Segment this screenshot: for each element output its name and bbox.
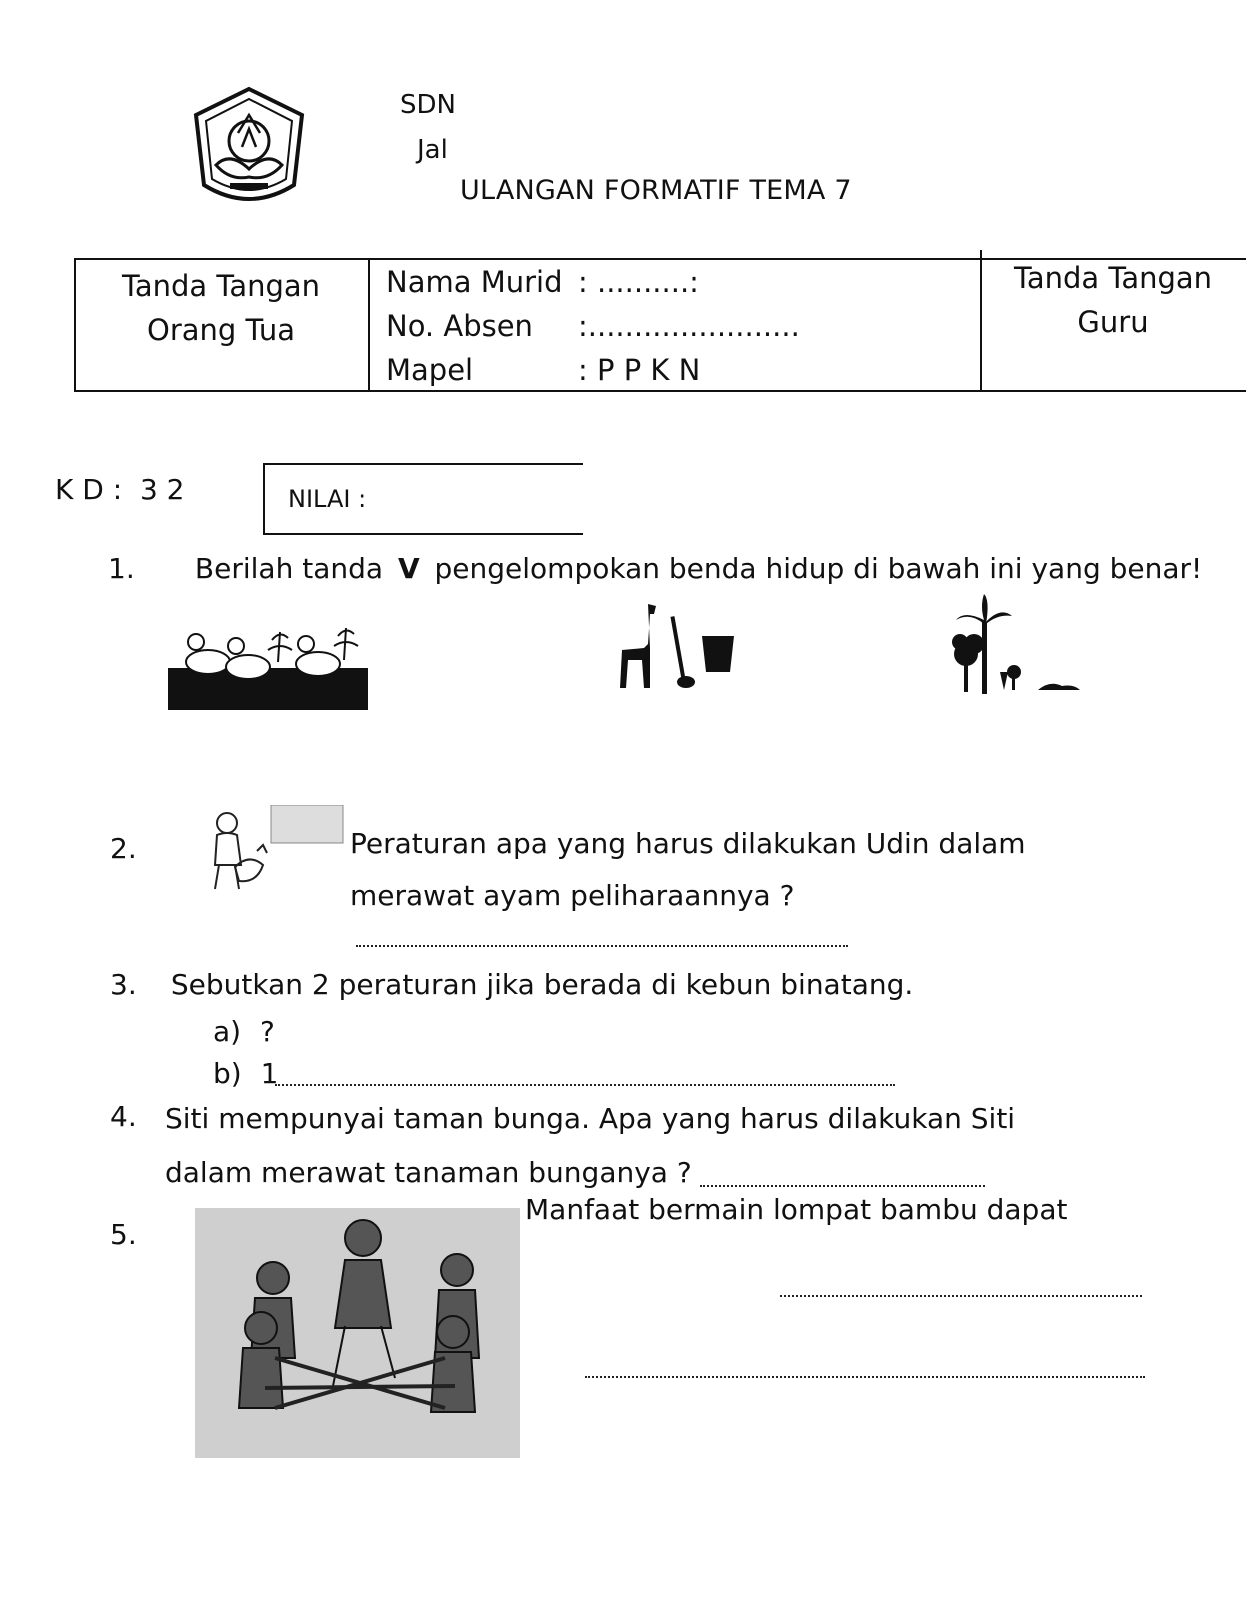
nilai-label: NILAI :: [288, 485, 367, 513]
field-nama-murid: [386, 260, 966, 304]
answer-line-q5-1[interactable]: [780, 1295, 1142, 1297]
option-b: [213, 1057, 278, 1090]
question-text: Berilah tanda: [194, 552, 384, 585]
question-text: pengelompokan benda hidup di bawah ini yang benar!: [434, 552, 1203, 585]
field-label: No. Absen: [386, 309, 533, 343]
question-4-number: 4.: [110, 1100, 137, 1133]
option-answer: ?: [260, 1015, 275, 1048]
student-info-cell: [386, 260, 966, 392]
page-title: ULANGAN FORMATIF TEMA 7: [460, 175, 852, 206]
question-5-text: Manfaat bermain lompat bambu dapat: [525, 1193, 1068, 1226]
answer-line-q5-2[interactable]: [585, 1376, 1145, 1378]
tut-wuri-handayani-logo: [190, 85, 308, 213]
field-no-absen: [386, 304, 966, 348]
parent-signature-line2: Orang Tua: [147, 313, 295, 347]
question-number: 1.: [108, 552, 135, 585]
question-3: [110, 968, 913, 1001]
school-address: Jal: [417, 135, 448, 165]
option-label: b): [213, 1057, 242, 1090]
field-mapel: [386, 348, 966, 392]
field-value[interactable]: : ..........:: [578, 265, 699, 299]
parent-signature-cell: [76, 264, 366, 352]
giraffe-broom-bucket-picture[interactable]: [614, 600, 739, 692]
option-answer: 1: [260, 1057, 279, 1090]
teacher-signature-cell: [982, 256, 1244, 344]
teacher-signature-line1: Tanda Tangan: [1013, 261, 1213, 295]
question-2-text: [350, 818, 1026, 922]
field-value: : P P K N: [578, 353, 701, 387]
question-text-line1: Peraturan apa yang harus dilakukan Udin dalam: [350, 827, 1026, 860]
question-text-line2: merawat ayam peliharaannya ?: [350, 879, 795, 912]
answer-line-q4[interactable]: [700, 1185, 985, 1187]
question-1: [108, 552, 1238, 585]
children-playing-bamboo-dance-picture: [195, 1208, 520, 1458]
trees-and-plants-picture[interactable]: [950, 592, 1085, 697]
question-number: 3.: [110, 968, 137, 1001]
table-divider-1: [368, 258, 370, 390]
school-name: SDN: [400, 90, 456, 120]
field-value[interactable]: :.......................: [578, 309, 800, 343]
field-label: Mapel: [386, 353, 474, 387]
field-label: Nama Murid: [386, 265, 563, 299]
question-text-line1: Siti mempunyai taman bunga. Apa yang harus dilakukan Siti: [165, 1102, 1016, 1135]
kd-label: K D : 3 2: [55, 473, 185, 506]
question-5-number: 5.: [110, 1218, 137, 1251]
check-mark: V: [397, 552, 420, 585]
question-2-number: 2.: [110, 832, 137, 865]
question-text-line2: dalam merawat tanaman bunganya ?: [165, 1156, 692, 1189]
boy-holding-chicken-picture: [205, 805, 345, 903]
option-a: [213, 1015, 275, 1048]
question-text: Sebutkan 2 peraturan jika berada di kebun binatang.: [170, 968, 914, 1001]
option-label: a): [213, 1015, 242, 1048]
answer-line-q3b[interactable]: [275, 1084, 895, 1086]
parent-signature-line1: Tanda Tangan: [121, 269, 321, 303]
question-4-text: [165, 1092, 1015, 1200]
teacher-signature-line2: Guru: [1077, 305, 1149, 339]
answer-line-q2[interactable]: [356, 945, 848, 947]
ducks-and-plants-picture[interactable]: [168, 612, 368, 710]
